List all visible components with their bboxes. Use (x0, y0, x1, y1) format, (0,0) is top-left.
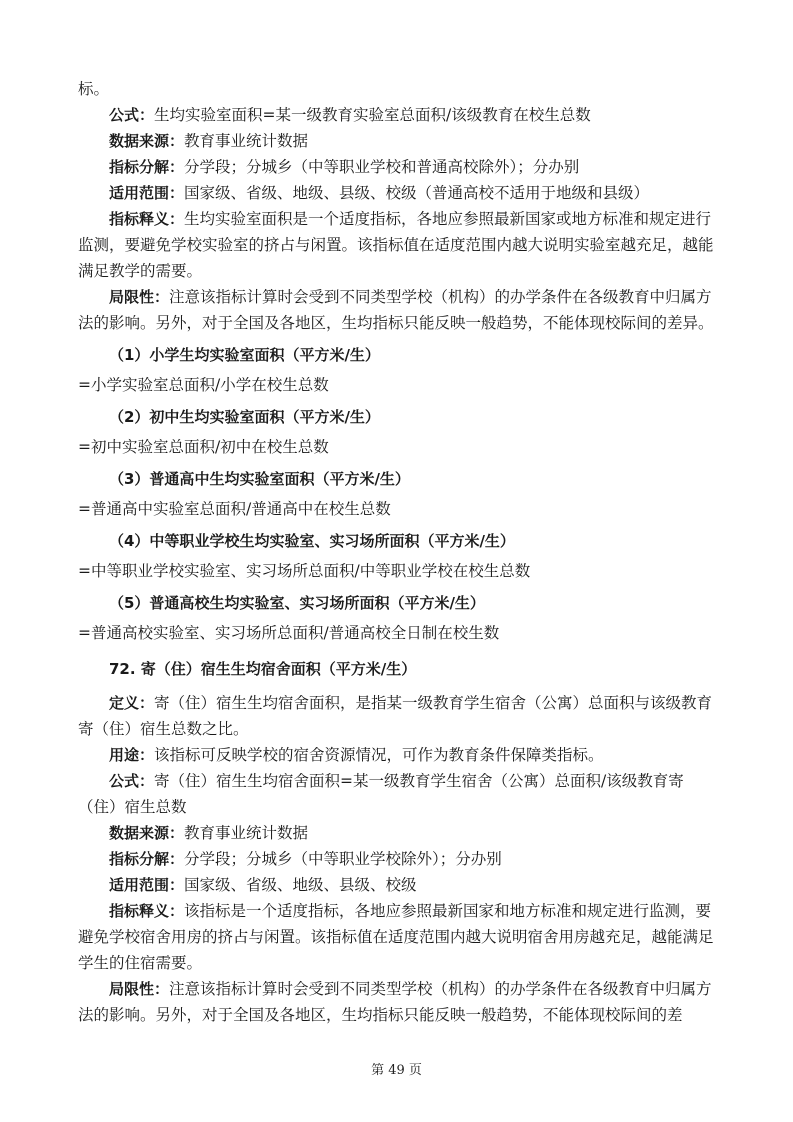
limitation-label: 局限性： (109, 980, 170, 998)
formula-label: 公式： (109, 772, 155, 790)
definition-label: 定义： (109, 694, 155, 712)
sub-indicator-formula: =普通高校实验室、实习场所总面积/普通高校全日制在校生数 (78, 624, 500, 642)
section-heading: 72. 寄（住）宿生生均宿舍面积（平方米/生） (109, 660, 417, 678)
page-number: 第 49 页 (371, 1063, 422, 1078)
sub-indicator-formula: =中等职业学校实验室、实习场所总面积/中等职业学校在校生总数 (78, 562, 531, 580)
formula-paragraph (78, 768, 720, 820)
scope-text: 国家级、省级、地级、县级、校级（普通高校不适用于地级和县级） (184, 184, 650, 202)
formula-text: 寄（住）宿生生均宿舍面积=某一级教育学生宿舍（公寓）总面积/该级教育寄（住）宿生总数 (78, 772, 684, 816)
scope-label: 适用范围： (109, 876, 185, 894)
source-paragraph (78, 820, 720, 846)
formula-paragraph (78, 102, 720, 128)
breakdown-paragraph (78, 154, 720, 180)
sub-indicator-title: （5）普通高校生均实验室、实习场所面积（平方米/生） (109, 594, 485, 612)
usage-text: 该指标可反映学校的宿舍资源情况，可作为教育条件保障类指标。 (154, 746, 604, 764)
interpretation-label: 指标释义： (109, 902, 185, 920)
formula-text: 生均实验室面积=某一级教育实验室总面积/该级教育在校生总数 (154, 106, 591, 124)
definition-paragraph (78, 690, 720, 742)
breakdown-label: 指标分解： (109, 850, 185, 868)
source-label: 数据来源： (109, 132, 185, 150)
sub-indicator-title: （2）初中生均实验室面积（平方米/生） (109, 408, 380, 426)
continued-text: 标。 (78, 80, 110, 98)
limitation-text: 注意该指标计算时会受到不同类型学校（机构）的办学条件在各级教育中归属方法的影响。另外，对于全国及各地区，生均指标只能反映一般趋势，不能体现校际间的差 (78, 980, 712, 1024)
usage-paragraph (78, 742, 720, 768)
source-text: 教育事业统计数据 (184, 132, 309, 150)
scope-text: 国家级、省级、地级、县级、校级 (184, 876, 417, 894)
scope-paragraph (78, 180, 720, 206)
interpretation-paragraph (78, 206, 720, 284)
sub-indicator-formula: =普通高中实验室总面积/普通高中在校生总数 (78, 500, 391, 518)
usage-label: 用途： (109, 746, 155, 764)
source-paragraph (78, 128, 720, 154)
sub-indicator-title: （1）小学生均实验室面积（平方米/生） (109, 346, 380, 364)
scope-label: 适用范围： (109, 184, 185, 202)
source-text: 教育事业统计数据 (184, 824, 309, 842)
sub-indicator-formula: =小学实验室总面积/小学在校生总数 (78, 376, 329, 394)
formula-label: 公式： (109, 106, 155, 124)
definition-text: 寄（住）宿生生均宿舍面积，是指某一级教育学生宿舍（公寓）总面积与该级教育寄（住）宿生总数之比。 (78, 694, 713, 738)
page-body (78, 76, 720, 1028)
interpretation-text: 该指标是一个适度指标，各地应参照最新国家和地方标准和规定进行监测，要避免学校宿舍用房的挤占与闲置。该指标值在适度范围内越大说明宿舍用房越充足，越能满足学生的住宿需要。 (78, 902, 714, 972)
interpretation-text: 生均实验室面积是一个适度指标，各地应参照最新国家或地方标准和规定进行监测，要避免学校实验室的挤占与闲置。该指标值在适度范围内越大说明实验室越充足，越能满足教学的需要。 (78, 210, 714, 280)
interpretation-label: 指标释义： (109, 210, 185, 228)
breakdown-text: 分学段；分城乡（中等职业学校和普通高校除外）；分办别 (184, 158, 580, 176)
sub-indicator-title: （3）普通高中生均实验室面积（平方米/生） (109, 470, 410, 488)
sub-indicator-title: （4）中等职业学校生均实验室、实习场所面积（平方米/生） (109, 532, 515, 550)
limitation-text: 注意该指标计算时会受到不同类型学校（机构）的办学条件在各级教育中归属方法的影响。另外，对于全国及各地区，生均指标只能反映一般趋势，不能体现校际间的差异。 (78, 288, 714, 332)
breakdown-paragraph (78, 846, 720, 872)
breakdown-label: 指标分解： (109, 158, 185, 176)
scope-paragraph (78, 872, 720, 898)
limitation-label: 局限性： (109, 288, 170, 306)
source-label: 数据来源： (109, 824, 185, 842)
interpretation-paragraph (78, 898, 720, 976)
sub-indicator-formula: =初中实验室总面积/初中在校生总数 (78, 438, 329, 456)
limitation-paragraph (78, 976, 720, 1028)
limitation-paragraph (78, 284, 720, 336)
breakdown-text: 分学段；分城乡（中等职业学校除外）；分办别 (184, 850, 502, 868)
